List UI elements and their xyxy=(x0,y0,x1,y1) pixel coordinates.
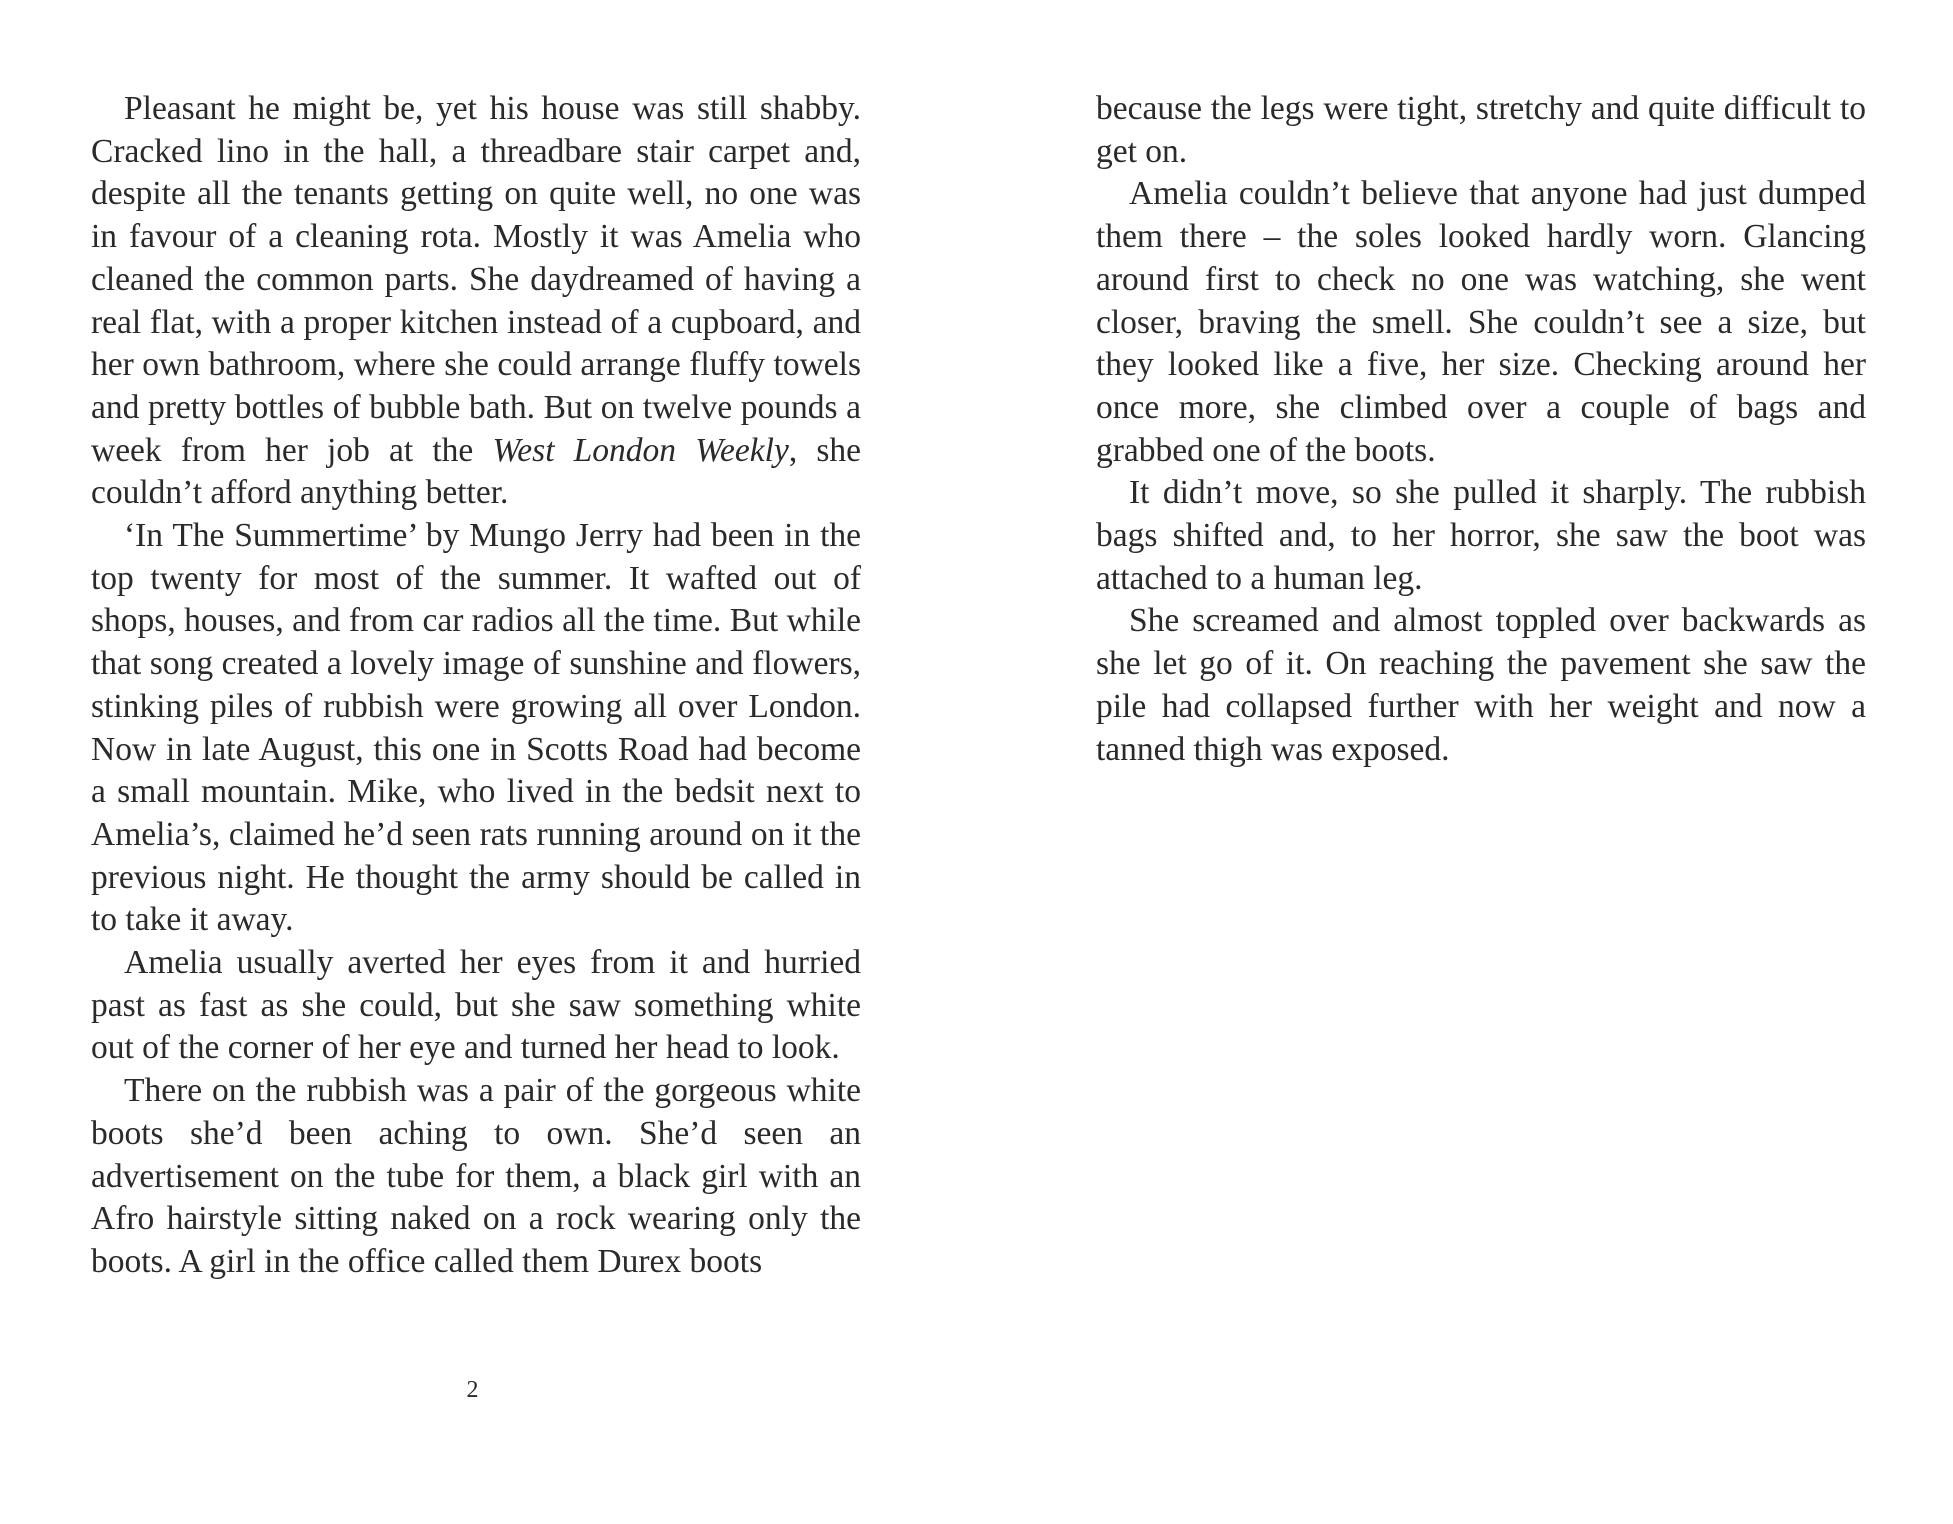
page-number: 2 xyxy=(466,1377,480,1403)
paragraph-1-text-start: Pleasant he might be, yet his house was still shabby. Cracked lino in the hall, a threadbare stair carpet and, despite all the tenants getting on quite well, no one was in favour of a cleaning rota. Mostly it was Amelia who cleaned the common parts. She daydreamed of having a real flat, with a proper kitchen instead of a cupboard, and her own bathroom, where she could arrange fluffy towels and pretty bottles of bubble bath. But on twelve pounds a week from her job at the xyxy=(91,90,861,469)
paragraph-1-text-end: , she couldn’t afford anything better. xyxy=(91,431,862,512)
paragraph-2: ‘In The Summertime’ by Mungo Jerry had been in the top twenty for most of the summer. It wafted out of shops, houses, and from car radios all the time. But while that song created a lovely image of sunshine and flowers, stinking piles of rubbish were growing all over London. Now in late August, this one in Scotts Road had become a small mountain. Mike, who lived in the bedsit next to Amelia’s, claimed he’d seen rats running around on it the previous night. He thought the army should be called in to take it away. xyxy=(91,517,861,939)
paragraph-continuation: because the legs were tight, stretchy and quite difficult to get on. xyxy=(1096,90,1866,170)
paragraph-4: There on the rubbish was a pair of the gorgeous white boots she’d been aching to own. She’d seen an advertisement on the tube for them, a black girl with an Afro hairstyle sitting naked on a rock wearing only the boots. A girl in the office called them Durex boots xyxy=(91,1072,861,1280)
paragraph-1 xyxy=(91,88,861,515)
paragraph-3: Amelia usually averted her eyes from it and hurried past as fast as she could, but she saw something white out of the corner of her eye and turned her head to look. xyxy=(91,944,861,1067)
left-page xyxy=(0,0,976,1524)
paragraph-5: Amelia couldn’t believe that anyone had just dumped them there – the soles looked hardly worn. Glancing around first to check no one was watching, she went closer, braving the smell. She couldn’t see a size, but they looked like a five, her size. Checking around her once more, she climbed over a couple of bags and grabbed one of the boots. xyxy=(1096,175,1866,469)
paragraph-7: She screamed and almost toppled over backwards as she let go of it. On reaching the pavement she saw the pile had collapsed further with her weight and now a tanned thigh was exposed. xyxy=(1096,602,1866,768)
left-page-text-column xyxy=(91,88,861,1284)
newspaper-title: West London Weekly xyxy=(492,431,789,469)
right-page-text-column xyxy=(1096,88,1866,771)
paragraph-6: It didn’t move, so she pulled it sharply. The rubbish bags shifted and, to her horror, she saw the boot was attached to a human leg. xyxy=(1096,474,1866,597)
right-page xyxy=(976,0,1953,1524)
